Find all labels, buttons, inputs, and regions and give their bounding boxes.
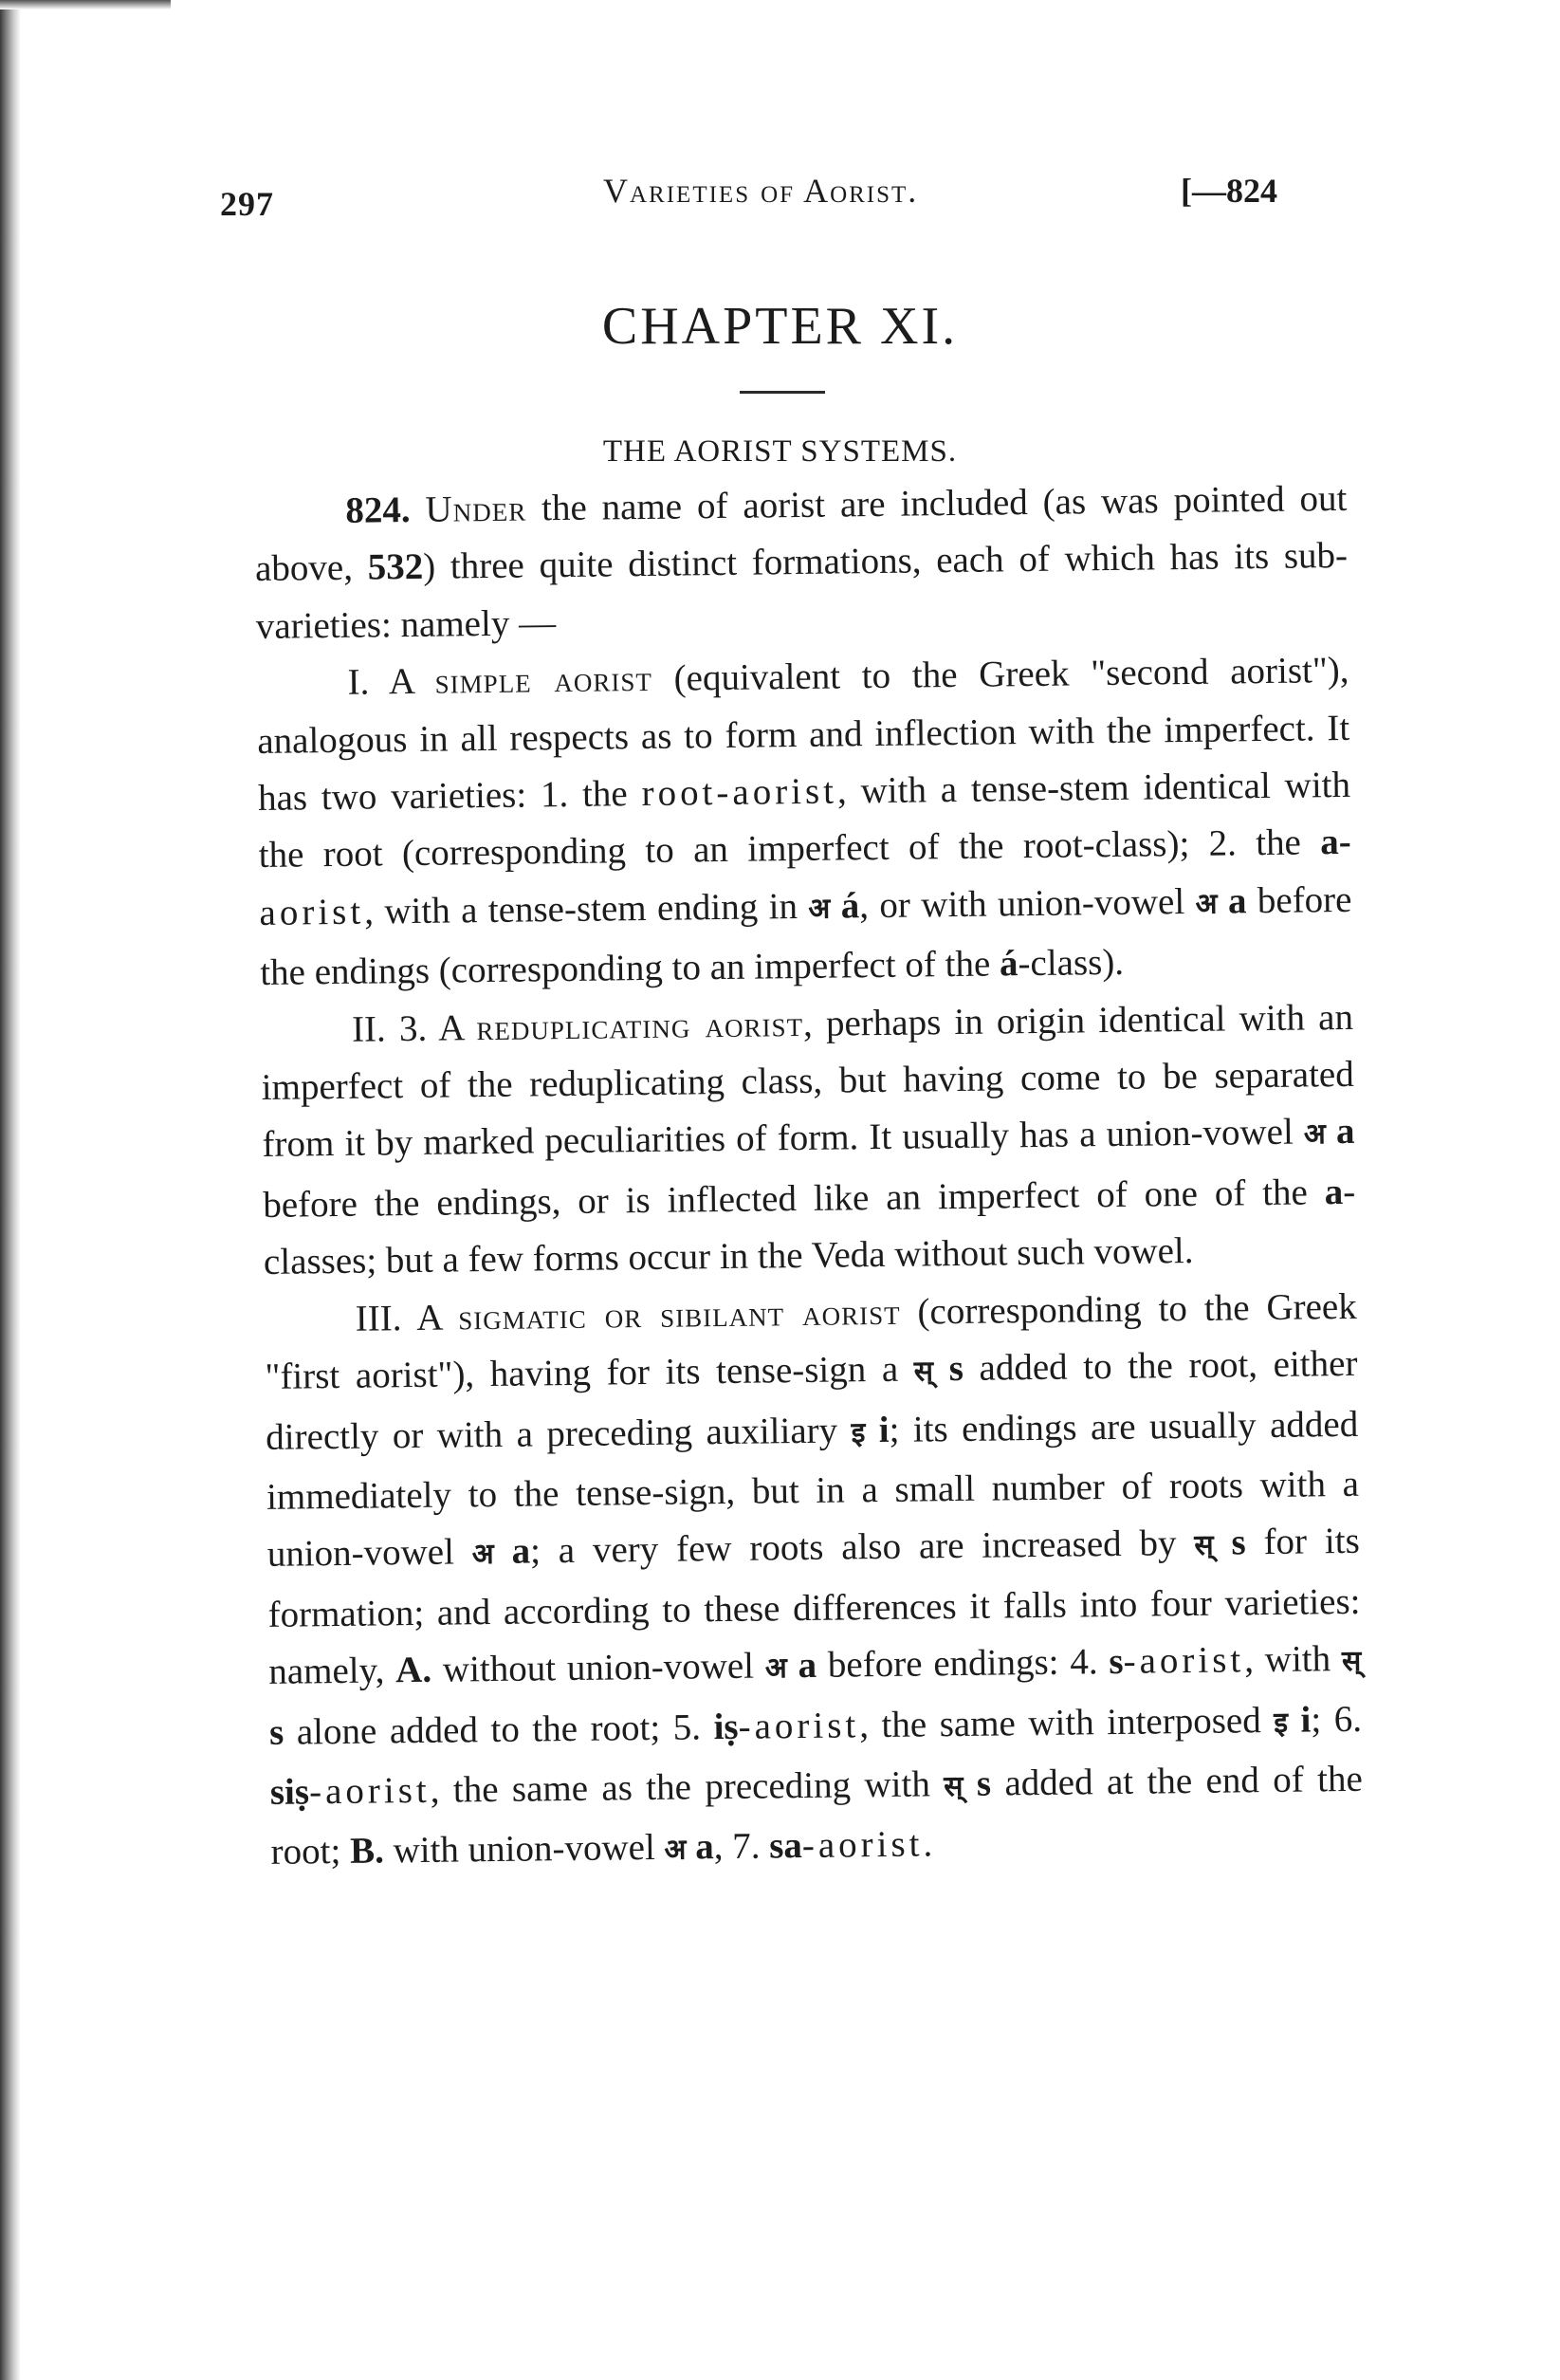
transliteration: a: [786, 1644, 817, 1687]
devanagari-glyph: अ: [471, 1538, 494, 1572]
binding-shadow: [0, 0, 21, 2380]
transliteration: i: [865, 1409, 890, 1450]
paragraph-sigmatic-aorist: [264, 1279, 1364, 1885]
variety-label: A.: [395, 1649, 432, 1691]
devanagari-glyph: अ: [664, 1833, 687, 1868]
text-run: alone added to the root; 5.: [284, 1706, 714, 1753]
transliteration: i: [1287, 1699, 1312, 1741]
text-run: , perhaps in origin identical with an imperfect of the reduplicating class, but having come to be separated from it by marked peculiarities of form. It usually has a union-vowel: [261, 996, 1354, 1166]
term-label: sigmatic or sibilant aorist: [457, 1291, 901, 1338]
term-label: simple aorist: [434, 658, 653, 702]
term: aorist: [259, 891, 365, 933]
devanagari-glyph: इ: [851, 1415, 866, 1449]
running-title: Varieties of Aorist.: [603, 172, 919, 210]
transliteration: sa: [768, 1825, 803, 1867]
text-run: III. A: [355, 1297, 459, 1339]
text-run: , 7.: [713, 1825, 770, 1868]
transliteration: a: [493, 1530, 531, 1573]
text-run: -classes; but a few forms occur in the Veda without such vowel.: [263, 1171, 1356, 1283]
text-run: (equivalent to the Greek "second aorist"), analogous in all respects as to form and inflection with the imperfect. It has two varieties: 1. the: [257, 650, 1350, 820]
term: root-aorist: [641, 770, 838, 815]
text-run: , the same as the preceding with: [430, 1763, 945, 1811]
paragraph-simple-aorist: [256, 642, 1352, 1002]
transliteration: á: [829, 885, 860, 927]
text-run: without union-vowel: [431, 1645, 766, 1690]
devanagari-glyph: अ: [764, 1651, 787, 1686]
text-run: the name of aorist are included (as was pointed out above,: [254, 477, 1348, 590]
text-run: ; 6.: [1311, 1698, 1363, 1741]
transliteration: a: [1325, 1111, 1355, 1153]
text-run: , the same with interposed: [858, 1699, 1275, 1745]
cross-reference: 532: [367, 546, 424, 588]
devanagari-glyph: स्: [1341, 1644, 1362, 1679]
section-reference: [—824: [1181, 172, 1277, 210]
devanagari-glyph: स्: [913, 1355, 934, 1389]
transliteration: á: [999, 943, 1019, 985]
text-run: -class).: [1018, 942, 1125, 985]
text-run: ; its endings are usually added immediately to the tense-sign, but in a small number of roots with a union-vowel: [266, 1403, 1360, 1576]
transliteration: iṣ: [713, 1706, 739, 1747]
devanagari-glyph: अ: [808, 892, 831, 926]
transliteration: s: [268, 1711, 284, 1753]
text-run: added at the end of the root;: [270, 1758, 1364, 1873]
section-number: 824.: [345, 489, 411, 531]
chapter-subtitle: THE AORIST SYSTEMS.: [602, 434, 958, 469]
transliteration: a-: [1319, 821, 1351, 863]
text-run: (corresponding to the Greek "first aorist"), having for its tense-sign a: [265, 1285, 1357, 1398]
devanagari-glyph: इ: [1274, 1706, 1289, 1740]
chapter-title: CHAPTER XI.: [601, 297, 959, 356]
text-run: , with a tense-stem identical with the root (corresponding to an imperfect of the root-class); 2. the: [258, 764, 1351, 876]
text-run: for its formation; and according to these differences it falls into four varieties: namely,: [267, 1521, 1361, 1693]
transliteration: s: [1213, 1522, 1246, 1564]
devanagari-glyph: अ: [1195, 887, 1218, 921]
text-run: , or with union-vowel: [858, 880, 1196, 927]
running-head: [0, 171, 1560, 228]
devanagari-glyph: अ: [1303, 1117, 1327, 1152]
paragraph-reduplicating-aorist: [261, 989, 1357, 1292]
text-run: , with a tense-stem ending in: [363, 885, 809, 932]
term: -aorist: [738, 1704, 860, 1747]
text-run: II. 3. A: [351, 1006, 477, 1050]
devanagari-glyph: स्: [1194, 1529, 1214, 1563]
text-run: , with: [1243, 1638, 1343, 1681]
transliteration: s: [1109, 1641, 1124, 1683]
term-label: reduplicating aorist: [476, 1003, 804, 1048]
transliteration: a: [686, 1826, 714, 1868]
text-run: ; a very few roots also are increased by: [529, 1522, 1195, 1572]
body-text: [254, 470, 1364, 1885]
transliteration: a: [1217, 880, 1247, 922]
term: -aorist: [1123, 1639, 1245, 1683]
paragraph-824-intro: [254, 470, 1349, 655]
text-run: ) three quite distinct formations, each of which has its sub-varieties: namely —: [255, 535, 1349, 647]
chapter-divider: [740, 391, 825, 394]
page-number: 297: [220, 185, 274, 223]
term: -aorist: [308, 1769, 431, 1813]
text-run: with union-vowel: [383, 1827, 665, 1872]
variety-label: B.: [349, 1830, 385, 1873]
text-run: before endings: 4.: [816, 1641, 1110, 1686]
text-run: added to the root, either directly or with a preceding auxiliary: [266, 1342, 1358, 1458]
transliteration: s: [963, 1762, 992, 1804]
devanagari-glyph: स्: [944, 1769, 964, 1804]
transliteration: a: [1324, 1171, 1344, 1213]
text-run: I. A: [347, 660, 435, 704]
term: -aorist.: [801, 1823, 937, 1867]
text-run: before the endings, or is inflected like an imperfect of one of the: [263, 1172, 1325, 1226]
scan-corner-shadow: [0, 0, 171, 9]
text-run: before the endings (corresponding to an imperfect of the: [260, 878, 1352, 994]
lead-word: Under: [425, 488, 527, 530]
transliteration: siṣ: [269, 1771, 310, 1813]
transliteration: s: [932, 1348, 964, 1390]
